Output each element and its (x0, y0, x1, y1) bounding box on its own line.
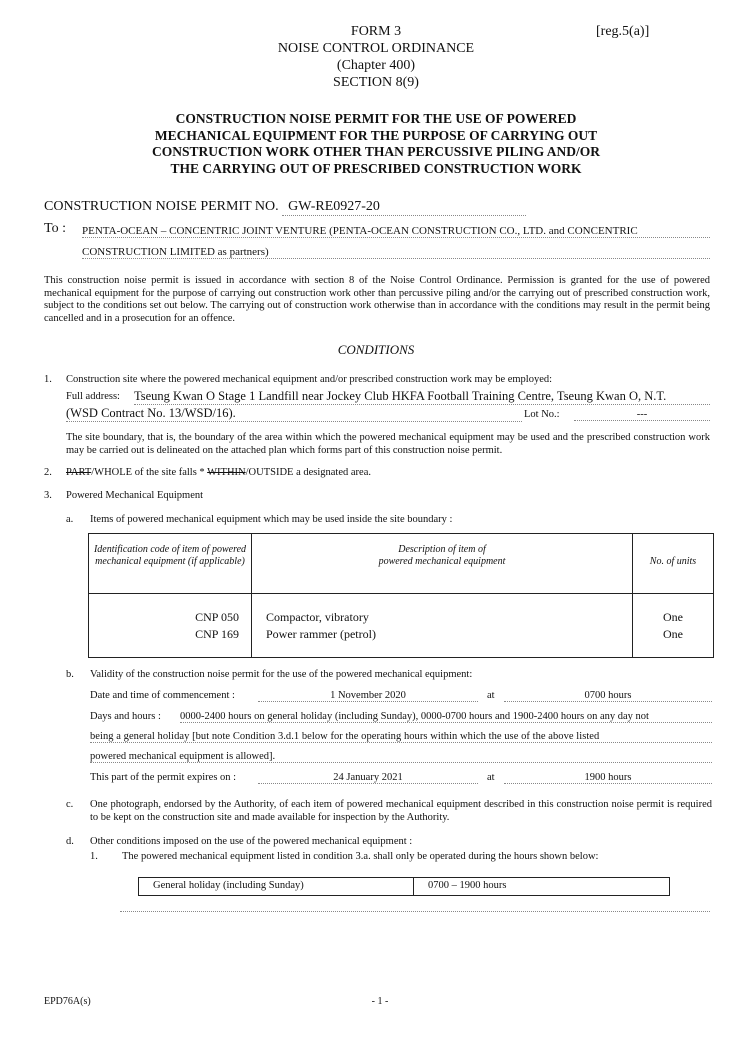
header-description-line: powered mechanical equipment (378, 556, 506, 567)
within-struck: WITHIN (207, 467, 246, 478)
description-value: Power rammer (petrol) (266, 627, 376, 641)
recipient-line-2: CONSTRUCTION LIMITED as partners) (82, 246, 710, 259)
condition-3b-text: Validity of the construction noise permit for the use of the powered mechanical equipment: (90, 669, 473, 680)
description-value: Compactor, vibratory (266, 610, 369, 624)
hours-value-cell: 0700 – 1900 hours (414, 878, 670, 896)
page-number: - 1 - (371, 996, 389, 1007)
days-hours-label: Days and hours : (90, 711, 161, 722)
divider (120, 911, 710, 912)
condition-3a-text: Items of powered mechanical equipment which may be used inside the site boundary : (90, 514, 453, 525)
condition-3d-text: Other conditions imposed on the use of the powered mechanical equipment : (90, 836, 413, 847)
title-line: CONSTRUCTION NOISE PERMIT FOR THE USE OF POWERED (175, 111, 577, 126)
to-label: To : (44, 221, 66, 236)
code-cell (89, 594, 252, 658)
chapter: (Chapter 400) (336, 58, 416, 73)
regulation-ref: [reg.5(a)] (596, 24, 650, 39)
operating-hours-table (138, 877, 670, 896)
title-line: MECHANICAL EQUIPMENT FOR THE PURPOSE OF CARRYING OUT (154, 127, 598, 143)
table-header-row (89, 534, 714, 594)
title-line: CONSTRUCTION WORK OTHER THAN PERCUSSIVE PILING AND/OR (151, 144, 601, 159)
description-cell (252, 594, 633, 658)
condition-3b-number: b. (66, 669, 74, 680)
condition-3-title: Powered Mechanical Equipment (66, 490, 204, 501)
condition-1-text: Construction site where the powered mechanical equipment and/or prescribed construction work may be employed: (66, 374, 553, 385)
expires-label: This part of the permit expires on : (90, 772, 237, 783)
full-address-value-2: (WSD Contract No. 13/WSD/16). (66, 406, 522, 422)
lot-label: Lot No.: (524, 409, 560, 420)
days-hours-line-2: being a general holiday [but note Condition 3.d.1 below for the operating hours within which the use of the above listed (90, 731, 712, 743)
outside-text: /OUTSIDE a designated area. (245, 467, 371, 478)
condition-3d-number: d. (66, 836, 74, 847)
days-hours-line-3: powered mechanical equipment is allowed]. (90, 751, 712, 763)
full-address-label: Full address: (66, 391, 120, 402)
site-boundary-text: The site boundary, that is, the boundary of the area within which the powered mechanical equipment may be used and the prescribed construction work may be carried out is delineated on the attached plan which forms part of this construction noise permit. (66, 432, 710, 456)
permit-number-row (44, 199, 526, 216)
condition-3d1-number: 1. (90, 851, 98, 862)
code-value: CNP 050 (195, 610, 239, 624)
header-description (252, 534, 633, 594)
header-description-line: Description of item of (398, 544, 486, 555)
units-value: One (663, 627, 683, 641)
condition-3c-number: c. (66, 799, 74, 810)
at-label: at (487, 690, 495, 701)
whole-text: /WHOLE of the site falls * (91, 467, 208, 478)
form-code: EPD76A(s) (44, 996, 91, 1007)
recipient-line-1: PENTA-OCEAN – CONCENTRIC JOINT VENTURE (PENTA-OCEAN CONSTRUCTION CO., LTD. and CONCENTRIC (82, 225, 710, 238)
header-units: No. of units (633, 534, 714, 594)
lot-value: --- (574, 409, 710, 421)
units-value: One (663, 610, 683, 624)
equipment-table (88, 533, 714, 658)
expires-time: 1900 hours (504, 772, 712, 784)
units-cell (633, 594, 714, 658)
part-struck: PART (66, 467, 92, 478)
conditions-heading: CONDITIONS (337, 342, 415, 357)
code-value: CNP 169 (195, 627, 239, 641)
intro-paragraph: This construction noise permit is issued in accordance with section 8 of the Noise Control Ordinance. Permission is granted for the use of powered mechanical equipment for the purpose of carrying out construction work other than percussive piling and/or the carrying out of prescribed construction work, subject to the conditions set out below. The carrying out of construction work otherwise than in accordance with the conditions may result in the permit being cancelled and in a prosecution for an offence. (44, 275, 710, 324)
condition-3a-number: a. (66, 514, 74, 525)
form-number: FORM 3 (350, 24, 402, 39)
table-row (89, 594, 714, 658)
title-line: THE CARRYING OUT OF PRESCRIBED CONSTRUCTION WORK (170, 160, 582, 176)
hours-label-cell: General holiday (including Sunday) (139, 878, 414, 896)
condition-1-number: 1. (44, 374, 52, 385)
ordinance-name: NOISE CONTROL ORDINANCE (277, 41, 475, 56)
commencement-label: Date and time of commencement : (90, 690, 235, 701)
header-code: Identification code of item of powered mechanical equipment (if applicable) (89, 534, 252, 594)
condition-3c-text: One photograph, endorsed by the Authority, of each item of powered mechanical equipment described in this construction noise permit is required to be kept on the construction site and made available for inspection by the Authority. (90, 799, 712, 823)
expires-date: 24 January 2021 (258, 772, 478, 784)
days-hours-line-1: 0000-2400 hours on general holiday (including Sunday), 0000-0700 hours and 1900-2400 hours on any day not (180, 711, 712, 723)
full-address-value: Tseung Kwan O Stage 1 Landfill near Jockey Club HKFA Football Training Centre, Tseung Kwan O, N.T. (134, 389, 710, 405)
commencement-date: 1 November 2020 (258, 690, 478, 702)
condition-3-number: 3. (44, 490, 52, 501)
condition-3d1-text: The powered mechanical equipment listed in condition 3.a. shall only be operated during the hours shown below: (122, 851, 599, 862)
section: SECTION 8(9) (333, 75, 419, 90)
permit-number-value: GW-RE0927-20 (282, 199, 526, 216)
document-title (60, 111, 692, 177)
condition-2-number: 2. (44, 467, 52, 478)
permit-number-label: CONSTRUCTION NOISE PERMIT NO. (44, 199, 279, 214)
condition-2-text (66, 467, 371, 480)
table-row (139, 878, 670, 896)
commencement-time: 0700 hours (504, 690, 712, 702)
at-label: at (487, 772, 495, 783)
